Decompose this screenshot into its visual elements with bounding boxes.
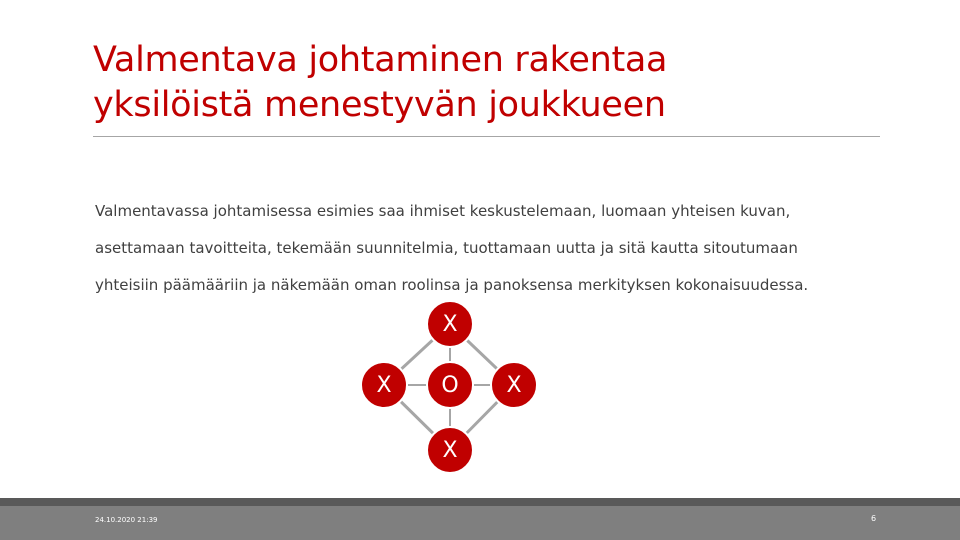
node-right-label: X <box>506 372 522 398</box>
footer-bar <box>0 498 960 540</box>
title-line-2: yksilöistä menestyvän joukkueen <box>93 85 666 125</box>
node-center-label: O <box>441 372 459 398</box>
body-line-1: Valmentavassa johtamisessa esimies saa ihmiset keskustelemaan, luomaan yhteisen kuvan, <box>95 202 791 220</box>
body-line-3: yhteisiin päämääriin ja näkemään oman roolinsa ja panoksensa merkityksen kokonaisuudessa. <box>95 276 809 294</box>
title-line-1: Valmentava johtaminen rakentaa <box>93 40 668 80</box>
node-left-label: X <box>376 372 392 398</box>
footer-date: 24.10.2020 21:39 <box>95 516 158 524</box>
node-bottom-label: X <box>442 437 458 463</box>
node-top-label: X <box>442 311 458 337</box>
page-number: 6 <box>871 514 877 523</box>
body-line-2: asettamaan tavoitteita, tekemään suunnitelmia, tuottamaan uutta ja sitä kautta sitoutumaan <box>95 239 798 257</box>
footer-band <box>0 498 960 506</box>
